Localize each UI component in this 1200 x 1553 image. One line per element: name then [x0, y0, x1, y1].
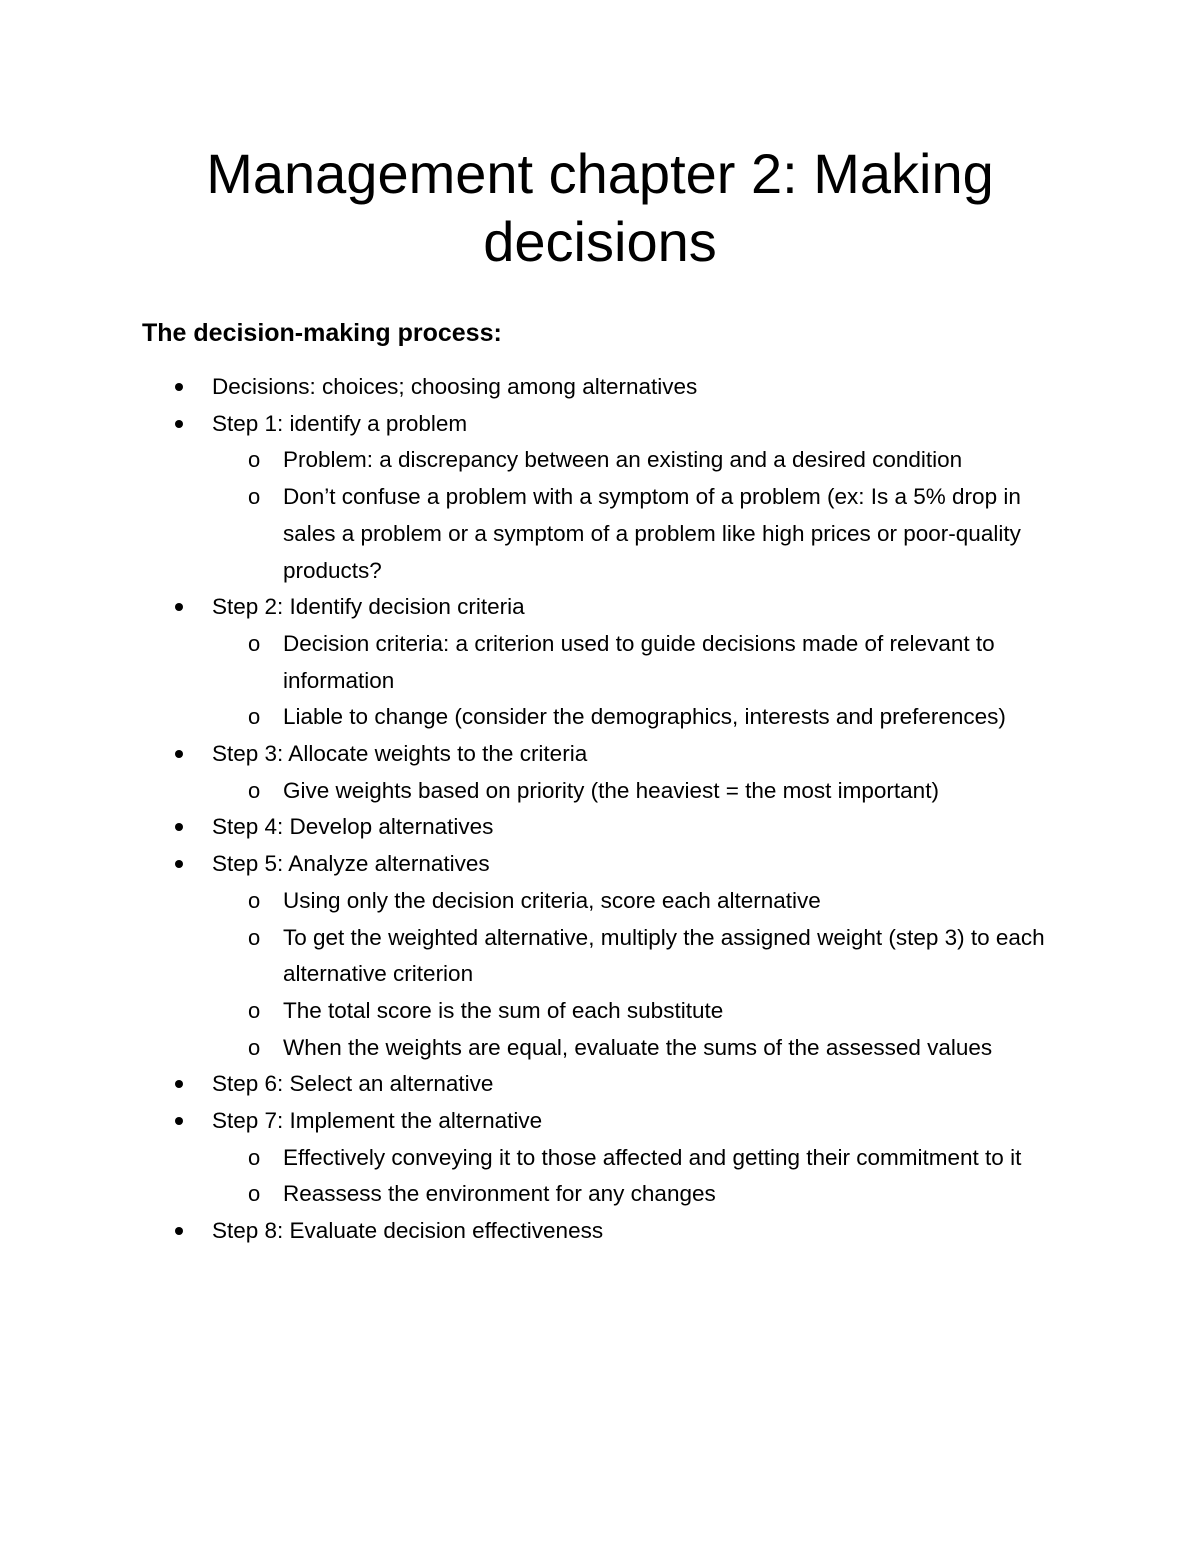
list-item	[142, 1213, 1072, 1250]
bullet-icon	[175, 750, 183, 758]
hollow-bullet-icon: o	[248, 630, 261, 656]
sub-list-item-text: Using only the decision criteria, score each alternative	[283, 887, 821, 913]
sub-list-item-text: Decision criteria: a criterion used to guide decisions made of relevant to information	[283, 630, 995, 693]
list-item	[142, 846, 1072, 883]
bullet-icon	[175, 1117, 183, 1125]
bullet-icon	[175, 383, 183, 391]
bullet-icon	[175, 420, 183, 428]
bullet-icon	[175, 603, 183, 611]
sub-list-item-text: Reassess the environment for any changes	[283, 1181, 716, 1207]
list-item	[142, 1066, 1072, 1103]
list-item	[142, 369, 1072, 406]
sub-list-item-text: To get the weighted alternative, multiply the assigned weight (step 3) to each alternative criterion	[283, 924, 1045, 987]
sub-list-item	[212, 883, 1072, 920]
sub-list-item	[212, 479, 1072, 589]
hollow-bullet-icon: o	[248, 777, 261, 803]
list-item-text: Step 8: Evaluate decision effectiveness	[212, 1218, 604, 1244]
list-item-text: Step 7: Implement the alternative	[212, 1108, 543, 1134]
list-item-text: Step 5: Analyze alternatives	[212, 851, 490, 877]
bullet-icon	[175, 860, 183, 868]
sub-list-item	[212, 442, 1072, 479]
list-item-text: Decisions: choices; choosing among alternatives	[212, 374, 698, 399]
list-item-text: Step 1: identify a problem	[212, 410, 468, 436]
hollow-bullet-icon: o	[248, 924, 261, 950]
hollow-bullet-icon: o	[248, 704, 261, 730]
hollow-bullet-icon: o	[248, 1034, 261, 1060]
sub-list-item-text: Problem: a discrepancy between an existing and a desired condition	[283, 447, 963, 473]
list-item-text: Step 6: Select an alternative	[212, 1071, 494, 1097]
hollow-bullet-icon: o	[248, 484, 261, 510]
section-heading: The decision-making process:	[142, 319, 502, 347]
hollow-bullet-icon: o	[248, 447, 261, 473]
sub-list-item	[212, 1140, 1072, 1177]
sub-list-item	[212, 699, 1072, 736]
sub-list-item-text: Liable to change (consider the demographics, interests and preferences)	[283, 704, 1006, 730]
outline-list	[142, 369, 1072, 1250]
sub-list-item-text: Don’t confuse a problem with a symptom of a problem (ex: Is a 5% drop in sales a problem or a symptom of a problem like high prices or poor-quality products?	[283, 484, 1021, 583]
list-item-text: Step 3: Allocate weights to the criteria	[212, 741, 588, 767]
list-item-text: Step 2: Identify decision criteria	[212, 594, 525, 620]
sub-list-item	[212, 1176, 1072, 1213]
list-item	[142, 589, 1072, 626]
sub-list-item	[212, 626, 1072, 699]
hollow-bullet-icon: o	[248, 887, 261, 913]
hollow-bullet-icon: o	[248, 1144, 261, 1170]
list-item	[142, 809, 1072, 846]
sub-list-item-text: When the weights are equal, evaluate the sums of the assessed values	[283, 1034, 993, 1060]
list-item	[142, 736, 1072, 773]
bullet-icon	[175, 1080, 183, 1088]
sub-list-item	[212, 1030, 1072, 1067]
hollow-bullet-icon: o	[248, 997, 261, 1023]
hollow-bullet-icon: o	[248, 1181, 261, 1207]
sub-list-item	[212, 773, 1072, 810]
sub-list-item-text: The total score is the sum of each substitute	[283, 997, 724, 1023]
sub-list-item-text: Give weights based on priority (the heaviest = the most important)	[283, 777, 939, 803]
sub-list-item	[212, 920, 1072, 993]
page-title: Management chapter 2: Making decisions	[206, 142, 994, 273]
bullet-icon	[175, 1227, 183, 1235]
bullet-icon	[175, 823, 183, 831]
list-item-text: Step 4: Develop alternatives	[212, 814, 494, 840]
sub-list-item	[212, 993, 1072, 1030]
list-item	[142, 406, 1072, 443]
sub-list-item-text: Effectively conveying it to those affected and getting their commitment to it	[283, 1144, 1022, 1170]
list-item	[142, 1103, 1072, 1140]
